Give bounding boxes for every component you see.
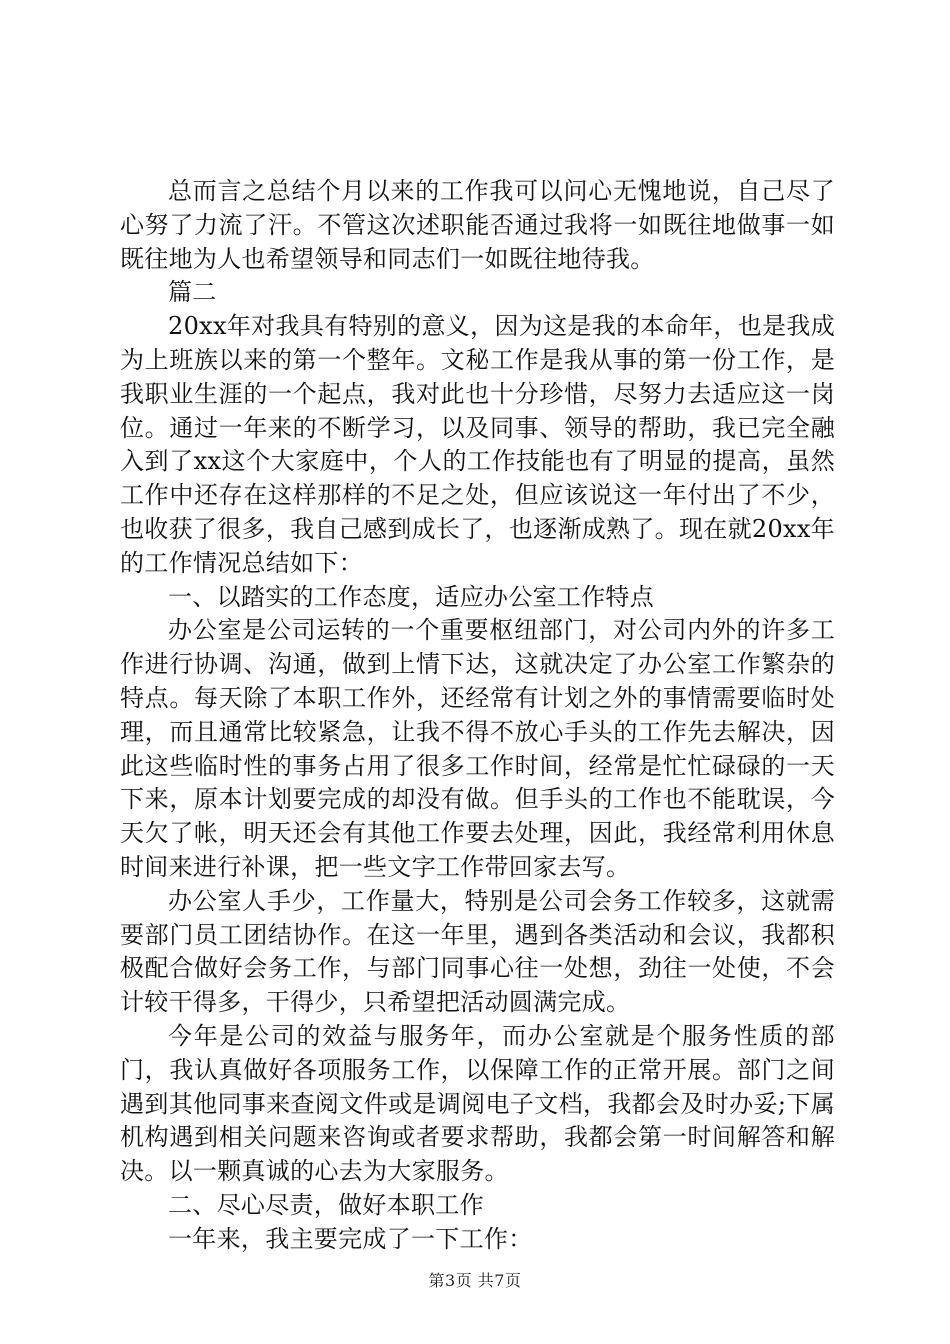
document-body (120, 175, 835, 1257)
paragraph-summary: 总而言之总结个月以来的工作我可以问心无愧地说，自己尽了心努了力流了汗。不管这次述职能否通过我将一如既往地做事一如既往地为人也希望领导和同志们一如既往地待我。 (120, 177, 835, 273)
paragraph-office-role: 办公室是公司运转的一个重要枢纽部门，对公司内外的许多工作进行协调、沟通，做到上情下达，这就决定了办公室工作繁杂的特点。每天除了本职工作外，还经常有计划之外的事情需要临时处理，而且通常比较紧急，让我不得不放心手头的工作先去解决，因此这些临时性的事务占用了很多工作时间，经常是忙忙碌碌的一天下来，原本计划要完成的却没有做。但手头的工作也不能耽误，今天欠了帐，明天还会有其他工作要去处理，因此，我经常利用休息时间来进行补课，把一些文字工作带回家去写。 (120, 616, 835, 881)
paragraph-intro: 20xx年对我具有特别的意义，因为这是我的本命年，也是我成为上班族以来的第一个整年。文秘工作是我从事的第一份工作，是我职业生涯的一个起点，我对此也十分珍惜，尽努力去适应这一岗位。通过一年来的不断学习，以及同事、领导的帮助，我已完全融入到了xx这个大家庭中，个人的工作技能也有了明显的提高，虽然工作中还存在这样那样的不足之处，但应该说这一年付出了不少，也收获了很多，我自己感到成长了，也逐渐成熟了。现在就20xx年的工作情况总结如下： (120, 312, 835, 577)
section-heading-one: 一、以踏实的工作态度，适应办公室工作特点 (168, 582, 654, 611)
paragraph-work-done: 一年来，我主要完成了一下工作： (168, 1224, 533, 1253)
paragraph-service: 今年是公司的效益与服务年，而办公室就是个服务性质的部门，我认真做好各项服务工作，以保障工作的正常开展。部门之间遇到其他同事来查阅文件或是调阅电子文档，我都会及时办妥;下属机构遇到相关问题来咨询或者要求帮助，我都会第一时间解答和解决。以一颗真诚的心去为大家服务。 (120, 1021, 835, 1186)
paragraph-teamwork: 办公室人手少，工作量大，特别是公司会务工作较多，这就需要部门员工团结协作。在这一年里，遇到各类活动和会议，我都积极配合做好会务工作，与部门同事心往一处想，劲往一处使，不会计较干得多，干得少，只希望把活动圆满完成。 (120, 886, 835, 1017)
page-footer: 第3页 共7页 (428, 1271, 522, 1290)
section-heading-two: 二、尽心尽责，做好本职工作 (168, 1190, 484, 1219)
section-heading-part-two: 篇二 (168, 278, 217, 307)
